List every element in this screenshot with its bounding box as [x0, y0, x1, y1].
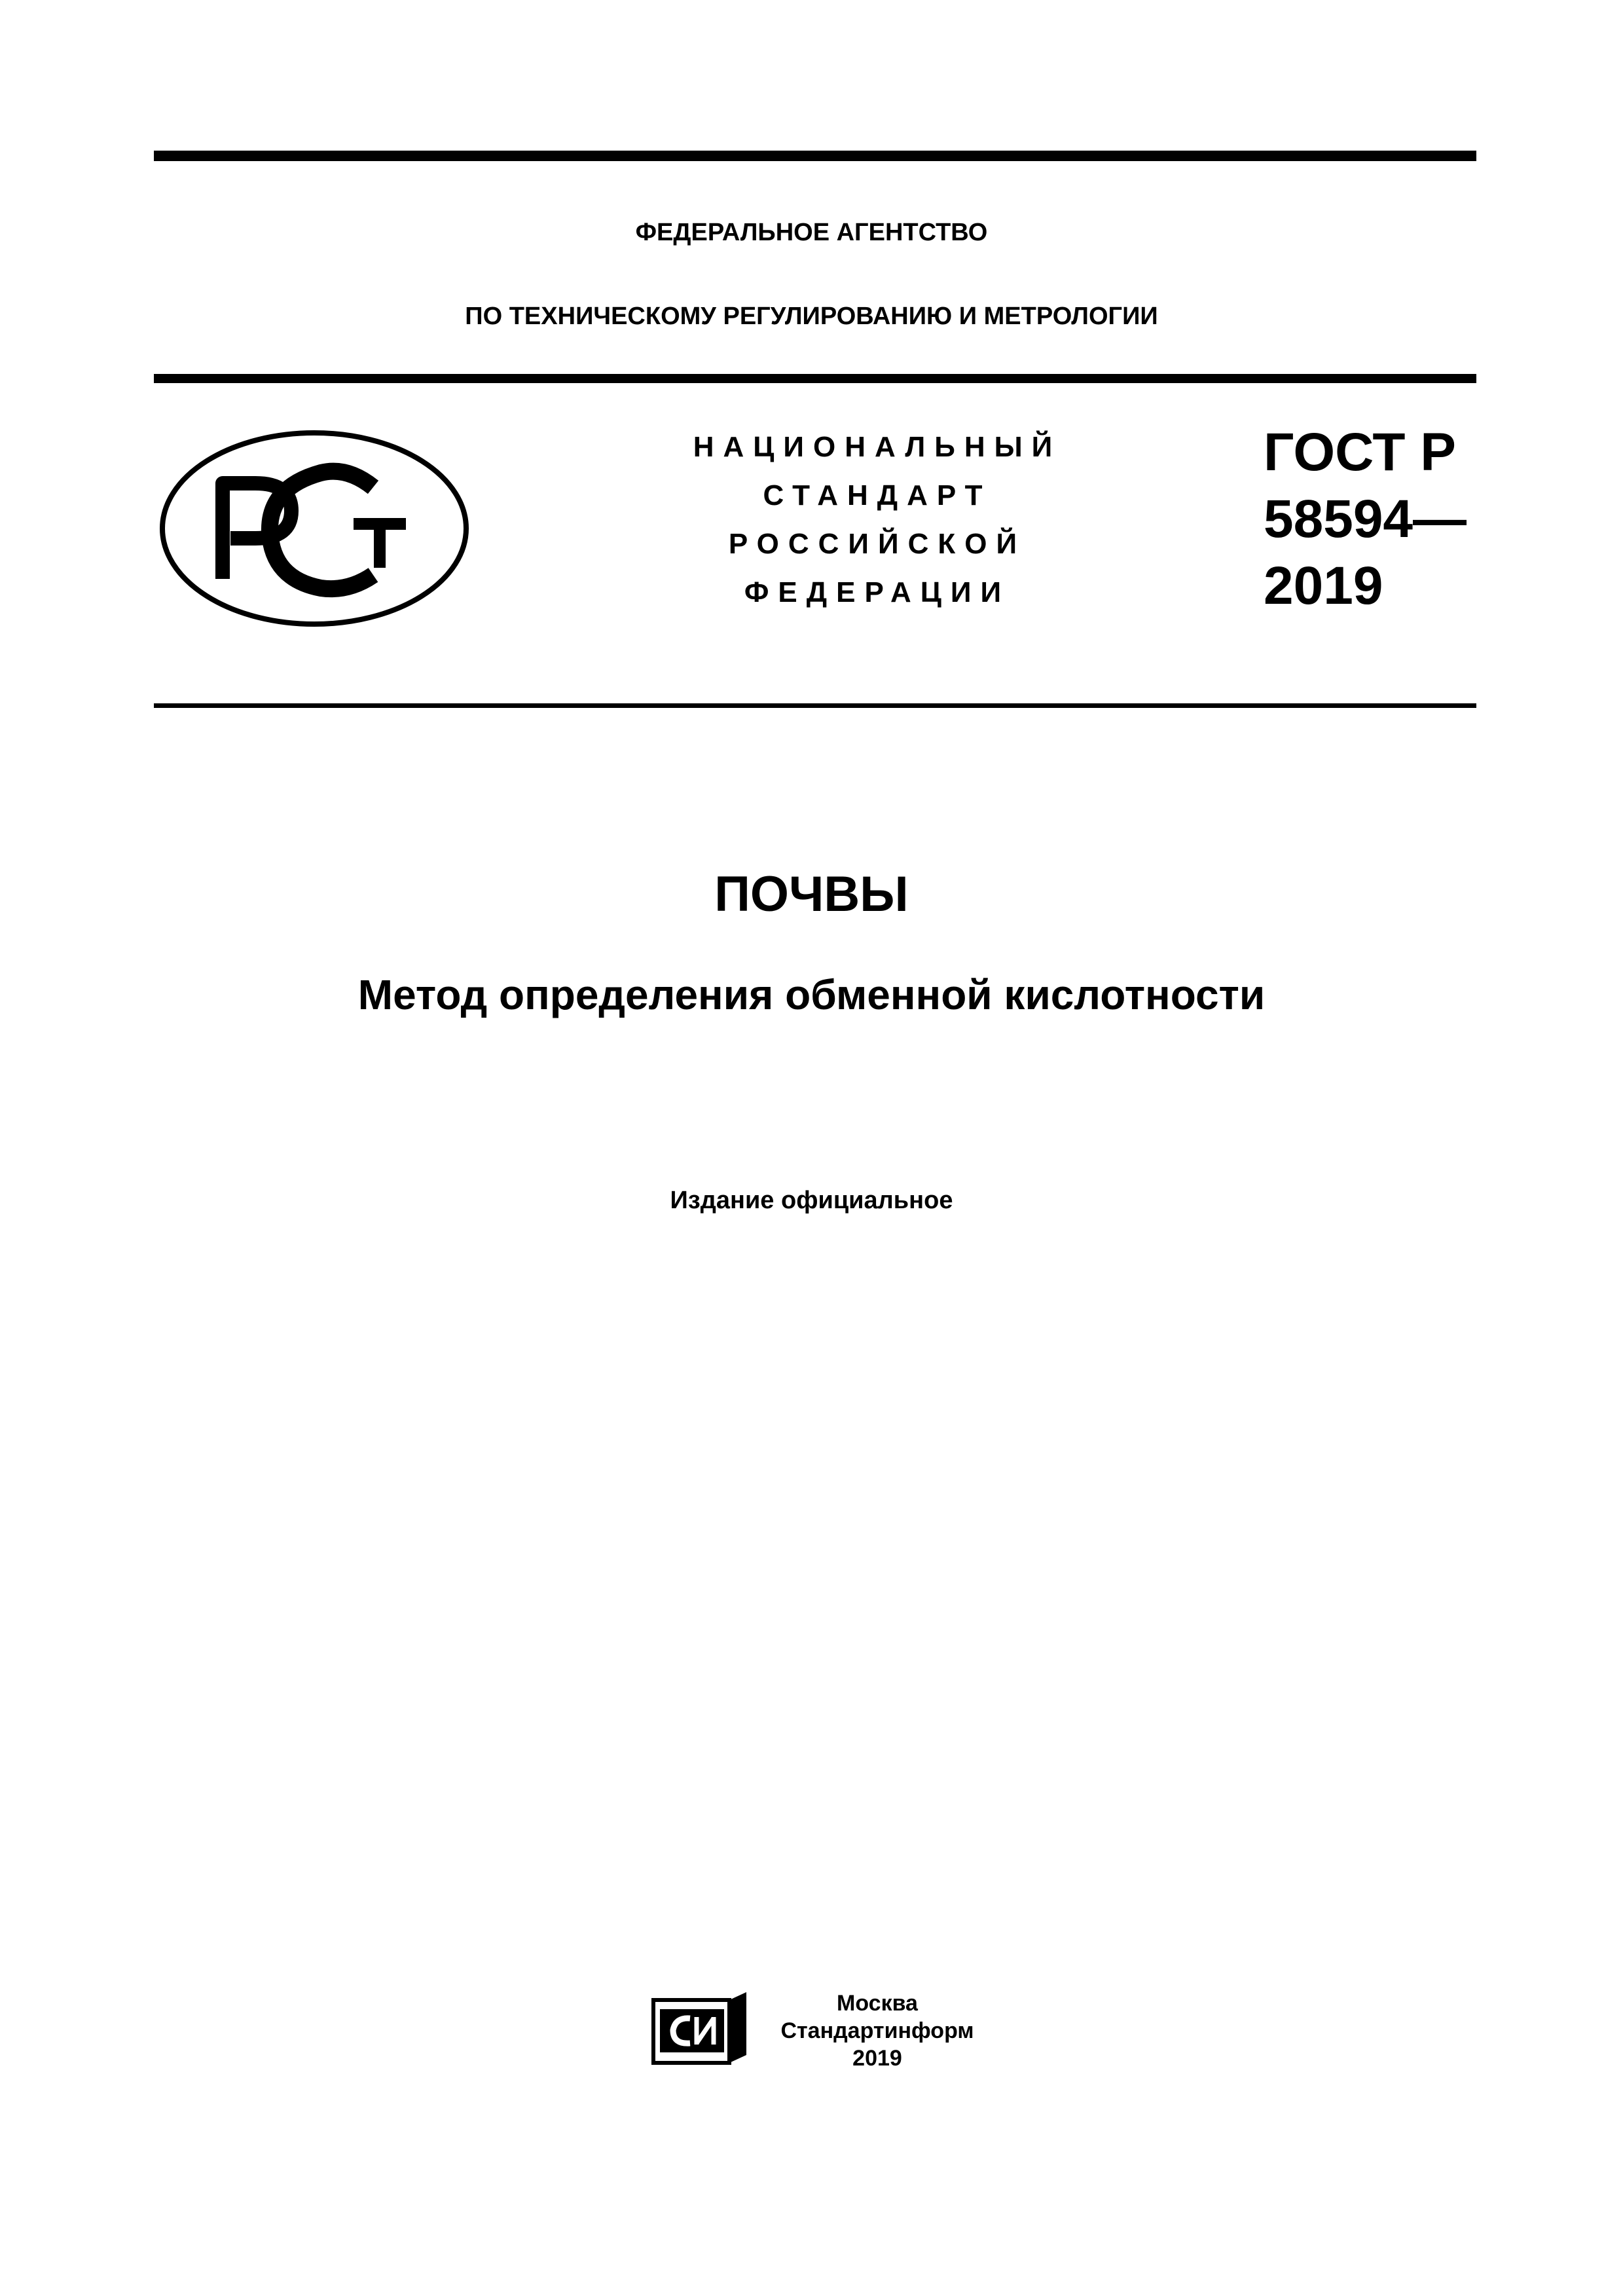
- standard-type-line: РОССИЙСКОЙ: [728, 528, 1027, 560]
- document-title: ПОЧВЫ: [714, 866, 909, 922]
- standard-code-line-3: 2019: [1264, 556, 1383, 616]
- middle-rule: [154, 374, 1476, 383]
- standard-type-block: [629, 423, 1126, 617]
- rst-certification-logo-icon: [157, 427, 471, 630]
- standard-type-line: ФЕДЕРАЦИИ: [744, 576, 1011, 608]
- standard-code: [1264, 419, 1467, 620]
- publisher-name: Стандартинформ: [780, 2018, 974, 2043]
- publisher-city: Москва: [837, 1991, 918, 2016]
- standartinform-logo-icon: [651, 1991, 749, 2065]
- publisher-year: 2019: [852, 2046, 902, 2071]
- edition-label: Издание официальное: [670, 1187, 953, 1214]
- standard-code-line-1: ГОСТ Р: [1264, 422, 1456, 482]
- standard-type-line: НАЦИОНАЛЬНЫЙ: [693, 431, 1062, 463]
- publisher-block: [773, 1990, 982, 2072]
- agency-line-1: ФЕДЕРАЛЬНОЕ АГЕНТСТВО: [635, 219, 988, 246]
- agency-line-2: ПО ТЕХНИЧЕСКОМУ РЕГУЛИРОВАНИЮ И МЕТРОЛОГИИ: [465, 303, 1158, 330]
- lower-rule: [154, 703, 1476, 708]
- standard-type-line: СТАНДАРТ: [763, 479, 992, 511]
- top-rule: [154, 151, 1476, 161]
- document-subtitle: Метод определения обменной кислотности: [357, 971, 1266, 1018]
- standard-code-line-2: 58594—: [1264, 489, 1467, 549]
